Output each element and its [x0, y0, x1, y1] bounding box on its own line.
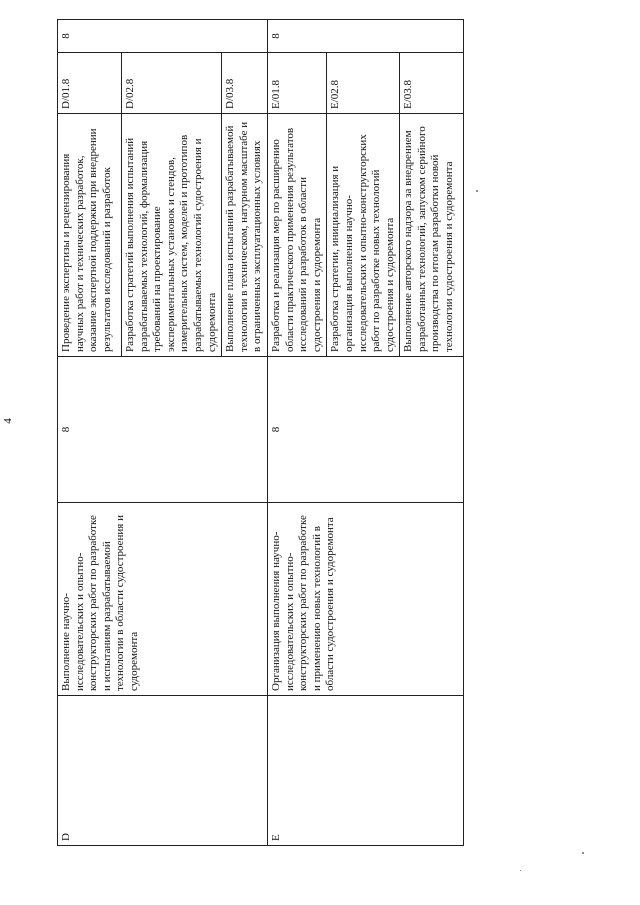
gen-function-level: 8: [60, 426, 72, 433]
labor-function-level: 8: [60, 33, 72, 39]
labor-function-level-cell: [58, 20, 268, 53]
table-row: [267, 20, 326, 846]
labor-function-name: Проведение экспертизы и рецензирования научных работ и технических разработок, оказание экспертной поддержки при внедрении результатов исследований и разработок: [60, 128, 113, 352]
gen-function-level: 8: [269, 426, 282, 433]
gen-function-level-cell: [267, 357, 463, 503]
scan-speck: [582, 852, 584, 854]
labor-function-name-cell: [122, 114, 222, 357]
functions-table-wrapper: [57, 20, 456, 846]
labor-function-code-cell: [122, 53, 222, 114]
labor-function-code-cell: [58, 53, 122, 114]
gen-function-code: E: [269, 834, 282, 841]
labor-function-name: Выполнение авторского надзора за внедрением разработанных технологий, запуском серийного производства по итогам разработки новой технологии судостроения и судоремонта: [402, 126, 456, 352]
labor-function-level-cell: [267, 20, 463, 53]
table-row: [58, 20, 122, 846]
gen-function-code-cell: [267, 696, 463, 846]
labor-function-code: E/02.8: [329, 79, 342, 109]
scan-speck: [520, 870, 521, 871]
labor-function-name: Разработка и реализация мер по расширению области практического применения результатов исследований и разработок в области судостроения и судоремонта: [269, 127, 323, 352]
labor-function-code: E/01.8: [269, 79, 282, 109]
page-number: [0, 416, 16, 426]
gen-function-code: D: [60, 833, 72, 841]
labor-function-code-cell: [267, 53, 326, 114]
gen-function-name-cell: [58, 503, 268, 696]
labor-function-name: Разработка стратегий выполнения испытаний разрабатываемых технологий, формализация требований на проектирование экспериментальных установок и стендов, измерительных систем, моделей и прототипов разрабатываемых технологий судостроения и судоремонта: [124, 134, 218, 352]
page-number-text: 4: [2, 418, 14, 424]
labor-function-code: E/03.8: [402, 79, 415, 109]
labor-function-name-cell: [400, 114, 464, 357]
labor-function-code: D/02.8: [124, 78, 136, 109]
labor-function-name-cell: [327, 114, 400, 357]
gen-function-name: Выполнение научно-исследовательских и опытно-конструкторских работ по разработке и испытаниям разрабатываемой технологии в области судостроения и судоремонта: [60, 515, 140, 691]
labor-function-name-cell: [222, 114, 268, 357]
gen-function-name: Организация выполнения научно-исследовательских и опытно-конструкторских работ по разработке и применению новых технологий в области судостроения и судоремонта: [269, 515, 337, 691]
labor-function-code: D/01.8: [60, 78, 72, 109]
labor-function-name: Разработка стратегии, инициализация и организация выполнения научно-исследовательских и опытно-конструкторских работ по разработке новых технологий судостроения и судоремонта: [329, 134, 396, 352]
gen-function-level-cell: [58, 357, 268, 503]
labor-function-name: Выполнение плана испытаний разрабатываемой технологии в техническом, натурном масштабе и в ограниченных эксплуатационных условиях: [224, 121, 264, 352]
functions-table-rotated: [57, 20, 456, 846]
gen-function-name-cell: [267, 503, 463, 696]
labor-function-code-cell: [222, 53, 268, 114]
labor-function-code: D/03.8: [224, 78, 237, 109]
functions-table: [57, 19, 464, 846]
labor-function-code-cell: [400, 53, 464, 114]
labor-function-name-cell: [267, 114, 326, 357]
labor-function-code-cell: [327, 53, 400, 114]
gen-function-code-cell: [58, 696, 268, 846]
scan-speck: [476, 190, 478, 192]
labor-function-name-cell: [58, 114, 122, 357]
labor-function-level: 8: [269, 33, 282, 39]
